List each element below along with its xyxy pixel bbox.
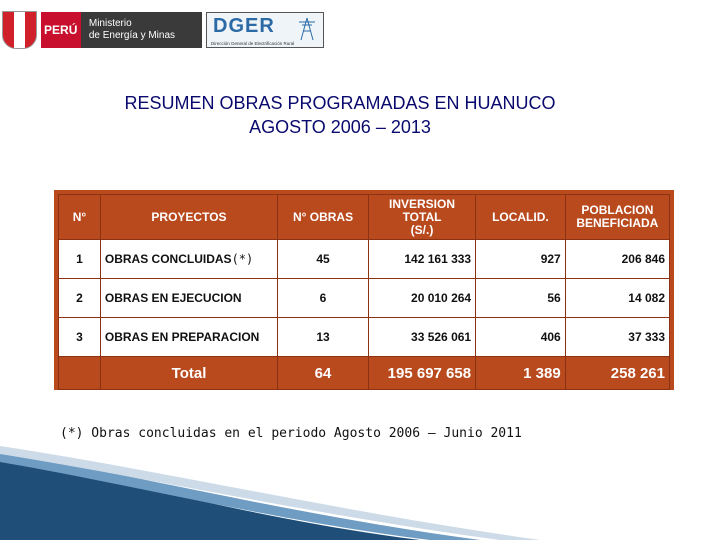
cell-n: 2 [59, 279, 101, 318]
cell-total-obras: 64 [278, 357, 369, 390]
ministry-name [81, 12, 202, 48]
dger-logo [206, 12, 324, 48]
header-logos [0, 10, 330, 50]
poblacion-line1: POBLACION [581, 203, 654, 217]
table-row [59, 318, 670, 357]
cell-poblacion: 37 333 [565, 318, 669, 357]
poblacion-line2: BENEFICIADA [576, 216, 659, 230]
cell-obras: 6 [278, 279, 369, 318]
cell-localid: 56 [476, 279, 566, 318]
table-header-row [59, 195, 670, 240]
cell-localid: 927 [476, 240, 566, 279]
inversion-line3: (S/.) [410, 222, 434, 237]
cell-obras: 13 [278, 318, 369, 357]
cell-inversion: 20 010 264 [368, 279, 475, 318]
power-tower-icon [297, 17, 317, 41]
col-header-proyectos: PROYECTOS [100, 195, 277, 240]
col-header-poblacion [565, 195, 669, 240]
ministry-line2: de Energía y Minas [88, 30, 176, 41]
inversion-line2: TOTAL [402, 209, 442, 224]
coat-of-arms-icon [2, 11, 37, 49]
col-header-inversion [368, 195, 475, 240]
cell-total-label: Total [100, 357, 277, 390]
decorative-swoosh [0, 440, 720, 540]
table-row [59, 279, 670, 318]
proyecto-label: OBRAS CONCLUIDAS [104, 252, 232, 266]
summary-table [58, 194, 670, 390]
col-header-localid: LOCALID. [476, 195, 566, 240]
cell-poblacion: 14 082 [565, 279, 669, 318]
cell-n: 3 [59, 318, 101, 357]
cell-total-empty [59, 357, 101, 390]
cell-proyecto: OBRAS EN EJECUCION [100, 279, 277, 318]
cell-proyecto: OBRAS EN PREPARACION [100, 318, 277, 357]
page-subtitle: AGOSTO 2006 – 2013 [249, 117, 431, 137]
ministry-logo [2, 10, 202, 50]
col-header-n-obras: N° OBRAS [278, 195, 369, 240]
cell-n: 1 [59, 240, 101, 279]
dger-label: DGER [213, 15, 275, 37]
cell-localid: 406 [476, 318, 566, 357]
table-total-row [59, 357, 670, 390]
cell-total-localid: 1 389 [476, 357, 566, 390]
cell-obras: 45 [278, 240, 369, 279]
cell-proyecto [100, 240, 277, 279]
peru-label: PERÚ [41, 12, 81, 48]
footnote: (*) Obras concluidas en el periodo Agosto 2006 – Junio 2011 [60, 426, 522, 441]
summary-table-frame [54, 190, 674, 390]
col-header-n: N° [59, 195, 101, 240]
dger-subtitle: Dirección General de Electrificación Rural [211, 41, 295, 46]
cell-total-inversion: 195 697 658 [368, 357, 475, 390]
cell-inversion: 33 526 061 [368, 318, 475, 357]
cell-total-poblacion: 258 261 [565, 357, 669, 390]
inversion-line1: INVERSION [389, 196, 456, 211]
table-row [59, 240, 670, 279]
cell-inversion: 142 161 333 [368, 240, 475, 279]
page-title: RESUMEN OBRAS PROGRAMADAS EN HUANUCO [124, 93, 556, 113]
cell-poblacion: 206 846 [565, 240, 669, 279]
ministry-line1: Ministerio [88, 18, 132, 29]
footnote-mark: (*) [231, 252, 254, 266]
